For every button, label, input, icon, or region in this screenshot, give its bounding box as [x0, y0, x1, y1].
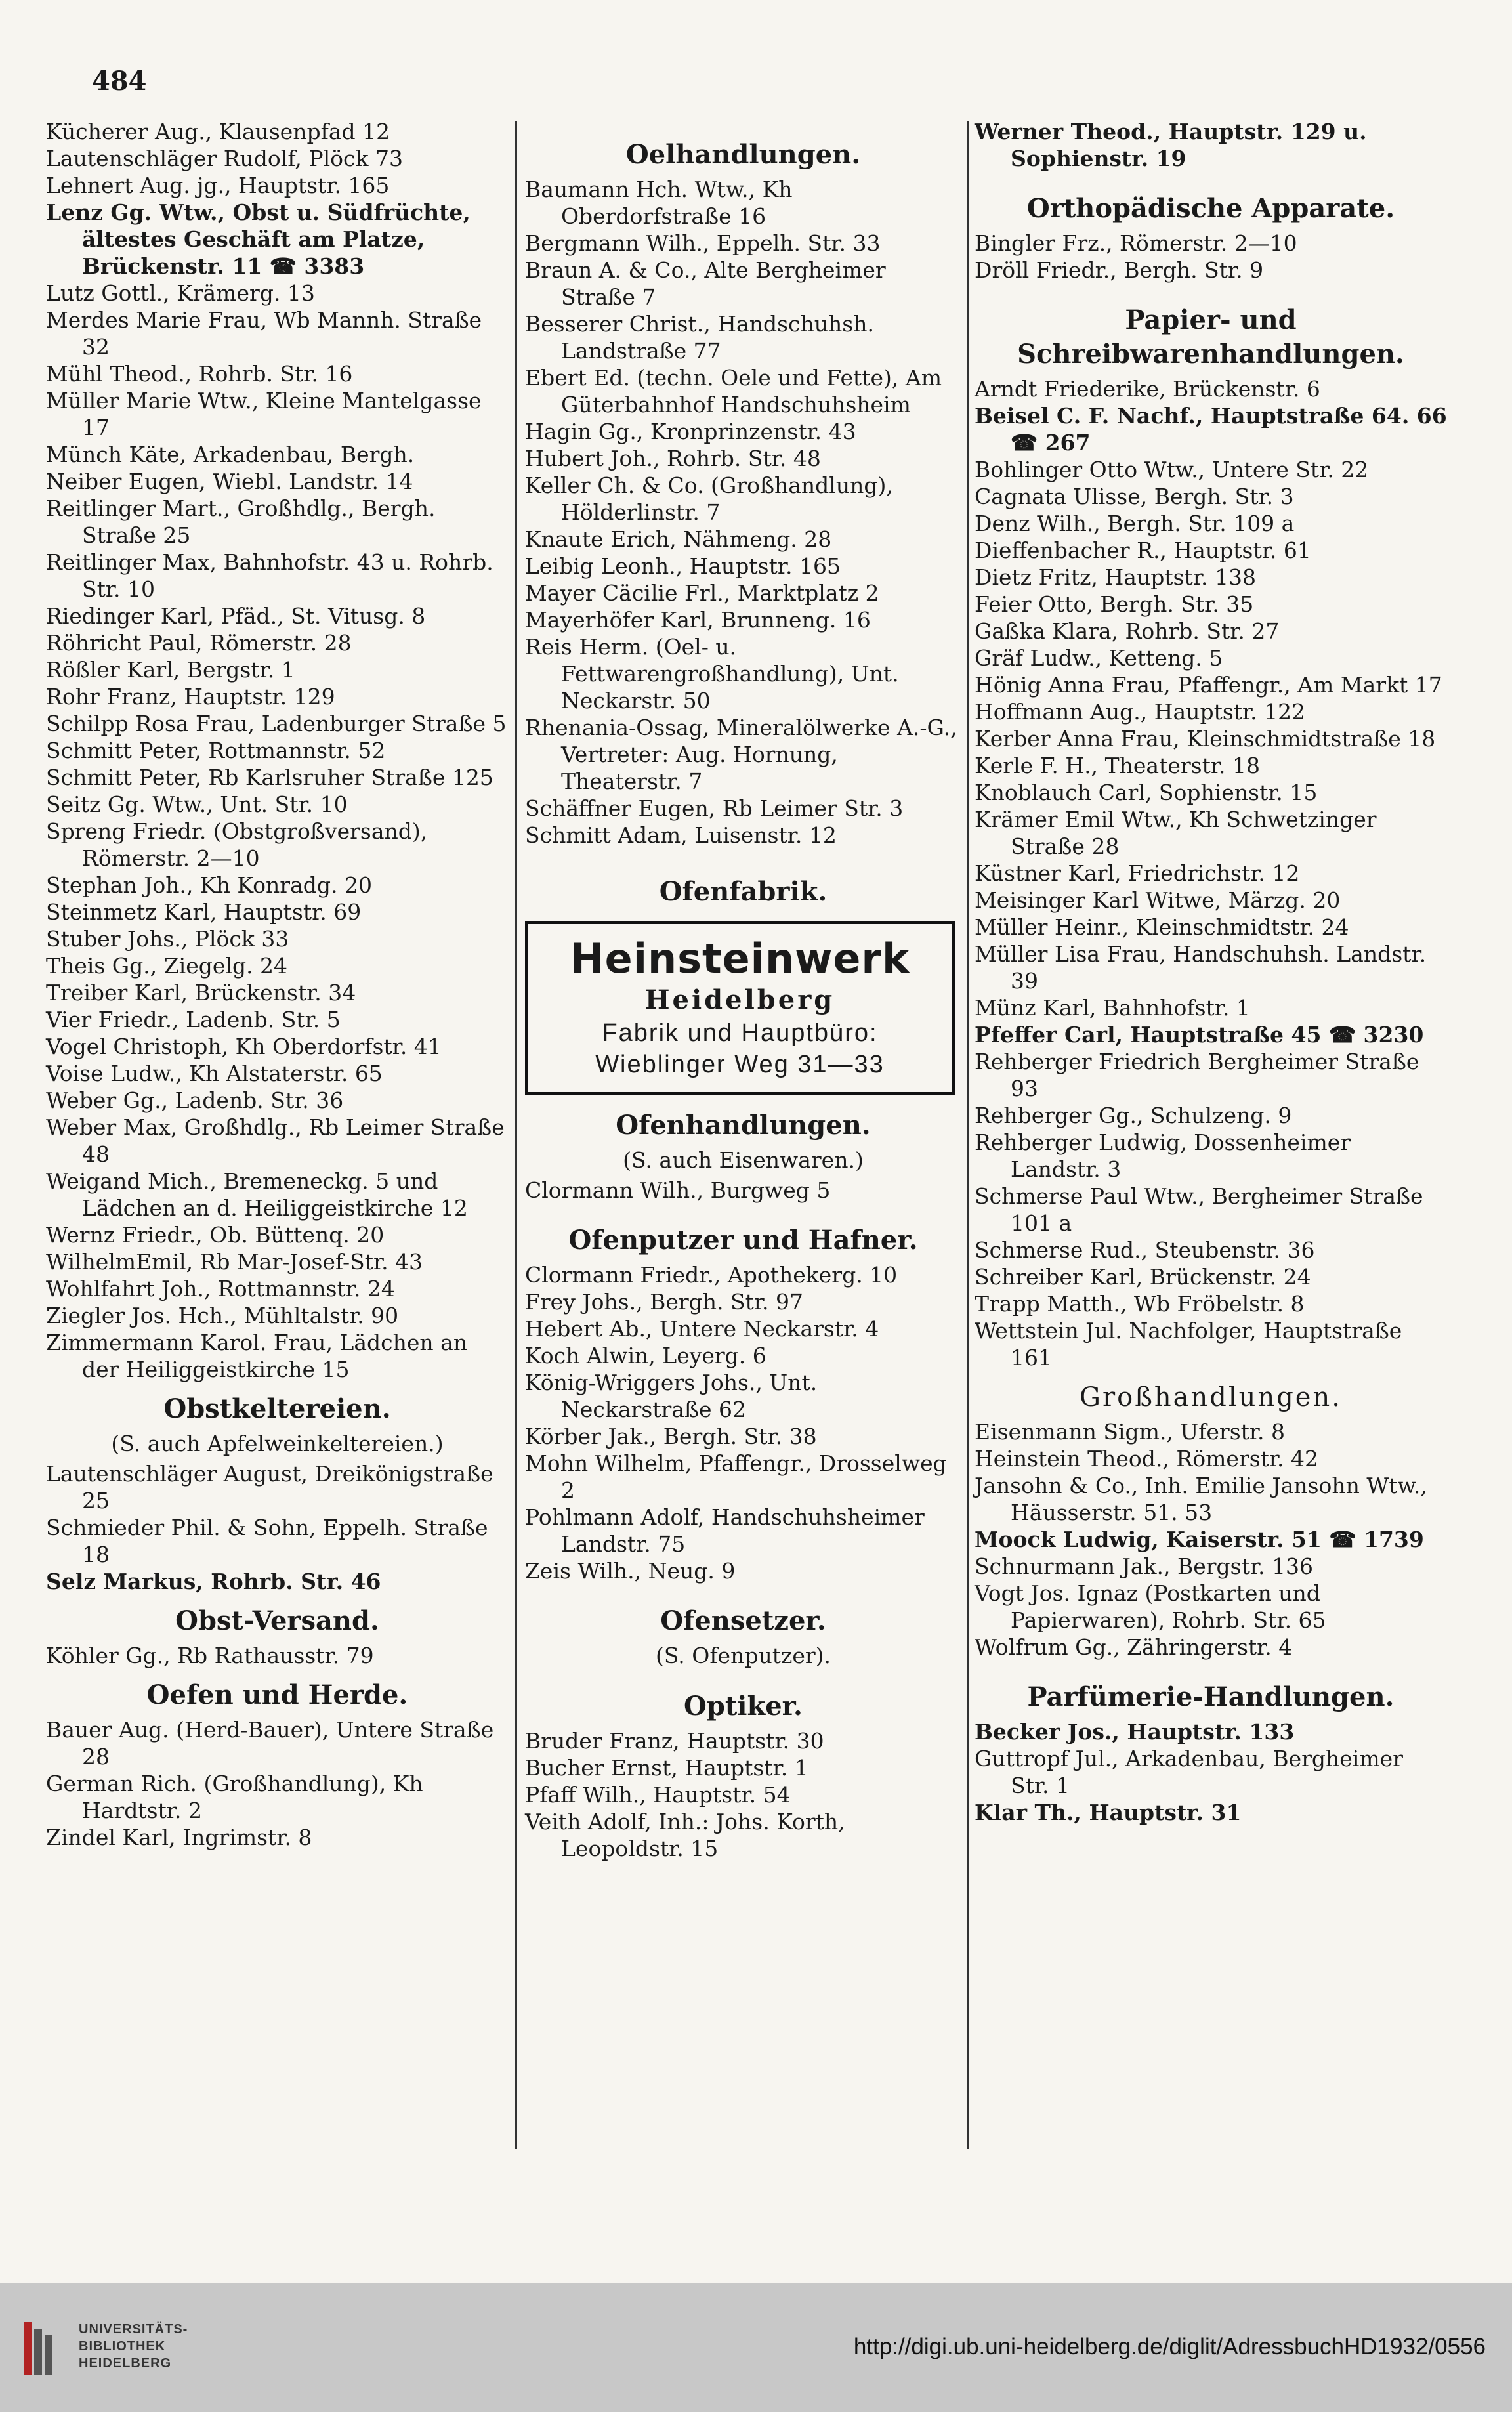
list-item: Ziegler Jos. Hch., Mühltalstr. 90: [46, 1303, 399, 1328]
list-item: Kücherer Aug., Klausenpfad 12: [46, 119, 390, 144]
list-item: Zindel Karl, Ingrimstr. 8: [46, 1825, 312, 1850]
list-item: Rehberger Gg., Schulzeng. 9: [975, 1103, 1292, 1128]
list-item: Müller Marie Wtw., Kleine Mantelgasse 17: [46, 388, 482, 440]
list-item: Lenz Gg. Wtw., Obst u. Südfrüchte, ältestes Geschäft am Platze, Brückenstr. 11 ☎ 3383: [46, 200, 471, 279]
section-heading-parfuemerie: Parfümerie-Handlungen.: [1027, 1682, 1395, 1712]
advertisement-box: [525, 921, 955, 1095]
list-item: Leibig Leonh., Hauptstr. 165: [525, 553, 841, 579]
list-item: Cagnata Ulisse, Bergh. Str. 3: [975, 484, 1294, 509]
list-item: Meisinger Karl Witwe, Märzg. 20: [975, 887, 1341, 913]
list-item: Dieffenbacher R., Hauptstr. 61: [975, 538, 1311, 563]
list-item: Klar Th., Hauptstr. 31: [975, 1800, 1242, 1825]
list-item: Steinmetz Karl, Hauptstr. 69: [46, 899, 362, 925]
list-item: Vogel Christoph, Kh Oberdorfstr. 41: [46, 1034, 442, 1059]
list-item: Rehberger Friedrich Bergheimer Straße 93: [975, 1049, 1419, 1101]
list-item: Guttropf Jul., Arkadenbau, Bergheimer Str. 1: [975, 1746, 1403, 1798]
section-heading-ofensetzer: Ofensetzer.: [660, 1605, 826, 1636]
list-item: Hagin Gg., Kronprinzenstr. 43: [525, 419, 856, 444]
list-item: Dröll Friedr., Bergh. Str. 9: [975, 257, 1264, 283]
section-heading-obstversand: Obst-Versand.: [175, 1605, 379, 1636]
list-item: Schmitt Peter, Rb Karlsruher Straße 125: [46, 765, 494, 790]
list-item: Hubert Joh., Rohrb. Str. 48: [525, 446, 821, 471]
list-item: Hönig Anna Frau, Pfaffengr., Am Markt 17: [975, 672, 1442, 698]
list-item: Bauer Aug. (Herd-Bauer), Untere Straße 28: [46, 1717, 494, 1769]
list-item: Hoffmann Aug., Hauptstr. 122: [975, 699, 1306, 725]
list-item: Reis Herm. (Oel- u. Fettwarengroßhandlung), Unt. Neckarstr. 50: [525, 634, 899, 713]
list-item: Pfeffer Carl, Hauptstraße 45 ☎ 3230: [975, 1022, 1424, 1047]
list-item: Selz Markus, Rohrb. Str. 46: [46, 1569, 381, 1594]
list-item: Krämer Emil Wtw., Kh Schwetzinger Straße 28: [975, 807, 1377, 859]
list-item: Vogt Jos. Ignaz (Postkarten und Papierwaren), Rohrb. Str. 65: [975, 1580, 1326, 1633]
column-1: [46, 118, 509, 1851]
list-item: Trapp Matth., Wb Fröbelstr. 8: [975, 1291, 1305, 1317]
list-item: Wohlfahrt Joh., Rottmannstr. 24: [46, 1276, 395, 1301]
list-item: Weber Gg., Ladenb. Str. 36: [46, 1088, 344, 1113]
list-item: Reitlinger Mart., Großhdlg., Bergh. Straße 25: [46, 496, 436, 548]
section-heading-ofenputzer: Ofenputzer und Hafner.: [568, 1225, 918, 1256]
ad-office-label: Fabrik und Hauptbüro:: [602, 1019, 878, 1047]
list-item: Wernz Friedr., Ob. Büttenq. 20: [46, 1222, 385, 1248]
list-item: Bingler Frz., Römerstr. 2—10: [975, 230, 1297, 256]
list-item: Schmitt Peter, Rottmannstr. 52: [46, 738, 386, 763]
footer-bar: [0, 2283, 1512, 2412]
list-item: Spreng Friedr. (Obstgroßversand), Römerstr. 2—10: [46, 818, 428, 871]
list-item: Becker Jos., Hauptstr. 133: [975, 1719, 1295, 1745]
list-item: Lautenschläger August, Dreikönigstraße 25: [46, 1461, 494, 1513]
section-note-ofenhandlungen: (S. auch Eisenwaren.): [623, 1147, 864, 1173]
list-item: Müller Lisa Frau, Handschuhsh. Landstr. 39: [975, 941, 1427, 994]
list-item: Mayer Cäcilie Frl., Marktplatz 2: [525, 580, 879, 606]
list-item: Schmieder Phil. & Sohn, Eppelh. Straße 18: [46, 1515, 488, 1567]
section-heading-oelhandlungen: Oelhandlungen.: [625, 139, 861, 170]
list-item: König-Wriggers Johs., Unt. Neckarstraße 62: [525, 1370, 818, 1422]
list-item: Merdes Marie Frau, Wb Mannh. Straße 32: [46, 307, 482, 360]
library-logo-icon: [24, 2322, 52, 2375]
list-item: Reitlinger Max, Bahnhofstr. 43 u. Rohrb. Str. 10: [46, 549, 494, 602]
library-name-line: HEIDELBERG: [79, 2356, 172, 2371]
list-item: Rößler Karl, Bergstr. 1: [46, 657, 295, 683]
list-item: Lutz Gottl., Krämerg. 13: [46, 280, 315, 306]
list-item: Lautenschläger Rudolf, Plöck 73: [46, 146, 403, 171]
section-heading-optiker: Optiker.: [684, 1691, 803, 1722]
column-divider: [967, 121, 969, 2149]
source-url-link[interactable]: http://digi.ub.uni-heidelberg.de/diglit/AdressbuchHD1932/0556: [853, 2334, 1486, 2359]
list-item: Denz Wilh., Bergh. Str. 109 a: [975, 511, 1295, 536]
list-item: Keller Ch. & Co. (Großhandlung), Hölderlinstr. 7: [525, 473, 893, 525]
section-heading-ofenfabrik: Ofenfabrik.: [659, 876, 828, 907]
list-item: Clormann Friedr., Apothekerg. 10: [525, 1262, 898, 1288]
list-item: Feier Otto, Bergh. Str. 35: [975, 591, 1254, 617]
list-item: Kerber Anna Frau, Kleinschmidtstraße 18: [975, 726, 1436, 751]
list-item: Frey Johs., Bergh. Str. 97: [525, 1289, 803, 1315]
column-3: [975, 118, 1447, 1826]
section-heading-grosshandlungen: Großhandlungen.: [1080, 1382, 1342, 1412]
list-item: Treiber Karl, Brückenstr. 34: [46, 980, 356, 1005]
list-item: Voise Ludw., Kh Alstaterstr. 65: [46, 1061, 383, 1086]
list-item: Stephan Joh., Kh Konradg. 20: [46, 872, 372, 898]
list-item: Neiber Eugen, Wiebl. Landstr. 14: [46, 469, 413, 494]
list-item: Köhler Gg., Rb Rathausstr. 79: [46, 1643, 374, 1668]
list-item: Rohr Franz, Hauptstr. 129: [46, 684, 335, 709]
page-number: 484: [92, 66, 147, 96]
list-item: Schmitt Adam, Luisenstr. 12: [525, 822, 837, 848]
list-item: Baumann Hch. Wtw., Kh Oberdorfstraße 16: [525, 177, 793, 229]
list-item: Bohlinger Otto Wtw., Untere Str. 22: [975, 457, 1369, 482]
list-item: Rhenania-Ossag, Mineralölwerke A.-G., Vertreter: Aug. Hornung, Theaterstr. 7: [525, 715, 957, 794]
list-item: Arndt Friederike, Brückenstr. 6: [975, 376, 1320, 402]
list-item: Werner Theod., Hauptstr. 129 u. Sophienstr. 19: [975, 119, 1367, 171]
list-item: Gräf Ludw., Ketteng. 5: [975, 645, 1223, 671]
list-item: Weigand Mich., Bremeneckg. 5 und Lädchen an d. Heiliggeistkirche 12: [46, 1168, 468, 1221]
section-heading-papier: Papier- und Schreibwarenhandlungen.: [1017, 305, 1404, 370]
list-item: Stuber Johs., Plöck 33: [46, 926, 289, 952]
library-name-line: UNIVERSITÄTS-: [79, 2322, 188, 2337]
list-item: Schnurmann Jak., Bergstr. 136: [975, 1554, 1313, 1579]
list-item: Zeis Wilh., Neug. 9: [525, 1558, 736, 1584]
list-item: Küstner Karl, Friedrichstr. 12: [975, 860, 1300, 886]
list-item: Bruder Franz, Hauptstr. 30: [525, 1728, 824, 1754]
list-item: Besserer Christ., Handschuhsh. Landstraße 77: [525, 311, 874, 364]
library-name: [79, 2321, 188, 2372]
section-heading-ofenhandlungen: Ofenhandlungen.: [616, 1110, 871, 1141]
list-item: Schmerse Paul Wtw., Bergheimer Straße 101 a: [975, 1183, 1423, 1236]
list-item: Müller Heinr., Kleinschmidtstr. 24: [975, 914, 1349, 940]
list-item: Seitz Gg. Wtw., Unt. Str. 10: [46, 792, 348, 817]
list-item: Theis Gg., Ziegelg. 24: [46, 953, 288, 979]
list-item: Braun A. & Co., Alte Bergheimer Straße 7: [525, 257, 886, 310]
list-item: Mohn Wilhelm, Pfaffengr., Drosselweg 2: [525, 1450, 947, 1503]
ad-city: Heidelberg: [644, 984, 835, 1015]
list-item: Mayerhöfer Karl, Brunneng. 16: [525, 607, 871, 633]
section-heading-oefen: Oefen und Herde.: [146, 1680, 408, 1710]
list-item: Hebert Ab., Untere Neckarstr. 4: [525, 1316, 879, 1342]
list-item: Schreiber Karl, Brückenstr. 24: [975, 1264, 1311, 1290]
list-item: Wettstein Jul. Nachfolger, Hauptstraße 161: [975, 1318, 1402, 1370]
list-item: Koch Alwin, Leyerg. 6: [525, 1343, 766, 1368]
list-item: Dietz Fritz, Hauptstr. 138: [975, 564, 1256, 590]
ad-address: Wieblinger Weg 31—33: [595, 1051, 885, 1078]
list-item: Ebert Ed. (techn. Oele und Fette), Am Güterbahnhof Handschuhsheim: [525, 365, 942, 417]
list-item: Zimmermann Karol. Frau, Lädchen an der Heiliggeistkirche 15: [46, 1330, 468, 1382]
section-note-ofensetzer: (S. Ofenputzer).: [655, 1643, 831, 1668]
list-item: Körber Jak., Bergh. Str. 38: [525, 1424, 817, 1449]
list-item: Vier Friedr., Ladenb. Str. 5: [46, 1007, 341, 1032]
section-heading-obstkeltereien: Obstkeltereien.: [163, 1393, 391, 1424]
ad-company-name: Heinsteinwerk: [570, 935, 910, 983]
list-item: Jansohn & Co., Inh. Emilie Jansohn Wtw., Häusserstr. 51. 53: [975, 1473, 1427, 1525]
library-name-line: BIBLIOTHEK: [79, 2339, 166, 2354]
list-item: Eisenmann Sigm., Uferstr. 8: [975, 1419, 1286, 1445]
list-item: Pohlmann Adolf, Handschuhsheimer Landstr. 75: [525, 1504, 925, 1557]
list-item: Kerle F. H., Theaterstr. 18: [975, 753, 1260, 778]
section-heading-orthopaedische-apparate: Orthopädische Apparate.: [1026, 193, 1395, 224]
list-item: Gaßka Klara, Rohrb. Str. 27: [975, 618, 1280, 644]
list-item: Schilpp Rosa Frau, Ladenburger Straße 5: [46, 711, 507, 736]
list-item: Weber Max, Großhdlg., Rb Leimer Straße 48: [46, 1114, 505, 1167]
list-item: Riedinger Karl, Pfäd., St. Vitusg. 8: [46, 603, 426, 629]
list-item: Knoblauch Carl, Sophienstr. 15: [975, 780, 1318, 805]
list-item: Lehnert Aug. jg., Hauptstr. 165: [46, 173, 390, 198]
section-note-obstkeltereien: (S. auch Apfelweinkeltereien.): [111, 1431, 444, 1456]
column-2: [525, 118, 961, 1862]
list-item: Schmerse Rud., Steubenstr. 36: [975, 1237, 1315, 1263]
column-divider: [515, 121, 517, 2149]
list-item: Veith Adolf, Inh.: Johs. Korth, Leopoldstr. 15: [525, 1809, 845, 1861]
list-item: Wolfrum Gg., Zähringerstr. 4: [975, 1634, 1293, 1660]
list-item: Röhricht Paul, Römerstr. 28: [46, 630, 352, 656]
list-item: Rehberger Ludwig, Dossenheimer Landstr. 3: [975, 1130, 1351, 1182]
list-item: Münch Käte, Arkadenbau, Bergh.: [46, 442, 415, 467]
list-item: Schäffner Eugen, Rb Leimer Str. 3: [525, 795, 904, 821]
list-item: WilhelmEmil, Rb Mar-Josef-Str. 43: [46, 1249, 423, 1275]
list-item: German Rich. (Großhandlung), Kh Hardtstr. 2: [46, 1771, 423, 1823]
list-item: Bucher Ernst, Hauptstr. 1: [525, 1755, 808, 1781]
list-item: Bergmann Wilh., Eppelh. Str. 33: [525, 230, 881, 256]
list-item: Mühl Theod., Rohrb. Str. 16: [46, 361, 353, 387]
list-item: Clormann Wilh., Burgweg 5: [525, 1177, 831, 1203]
list-item: Moock Ludwig, Kaiserstr. 51 ☎ 1739: [975, 1527, 1424, 1552]
list-item: Beisel C. F. Nachf., Hauptstraße 64. 66 ☎ 267: [975, 403, 1447, 455]
list-item: Münz Karl, Bahnhofstr. 1: [975, 995, 1250, 1021]
entries-list-top: [46, 118, 509, 1383]
list-item: Knaute Erich, Nähmeng. 28: [525, 526, 832, 552]
list-item: Heinstein Theod., Römerstr. 42: [975, 1446, 1319, 1471]
list-item: Pfaff Wilh., Hauptstr. 54: [525, 1782, 791, 1808]
